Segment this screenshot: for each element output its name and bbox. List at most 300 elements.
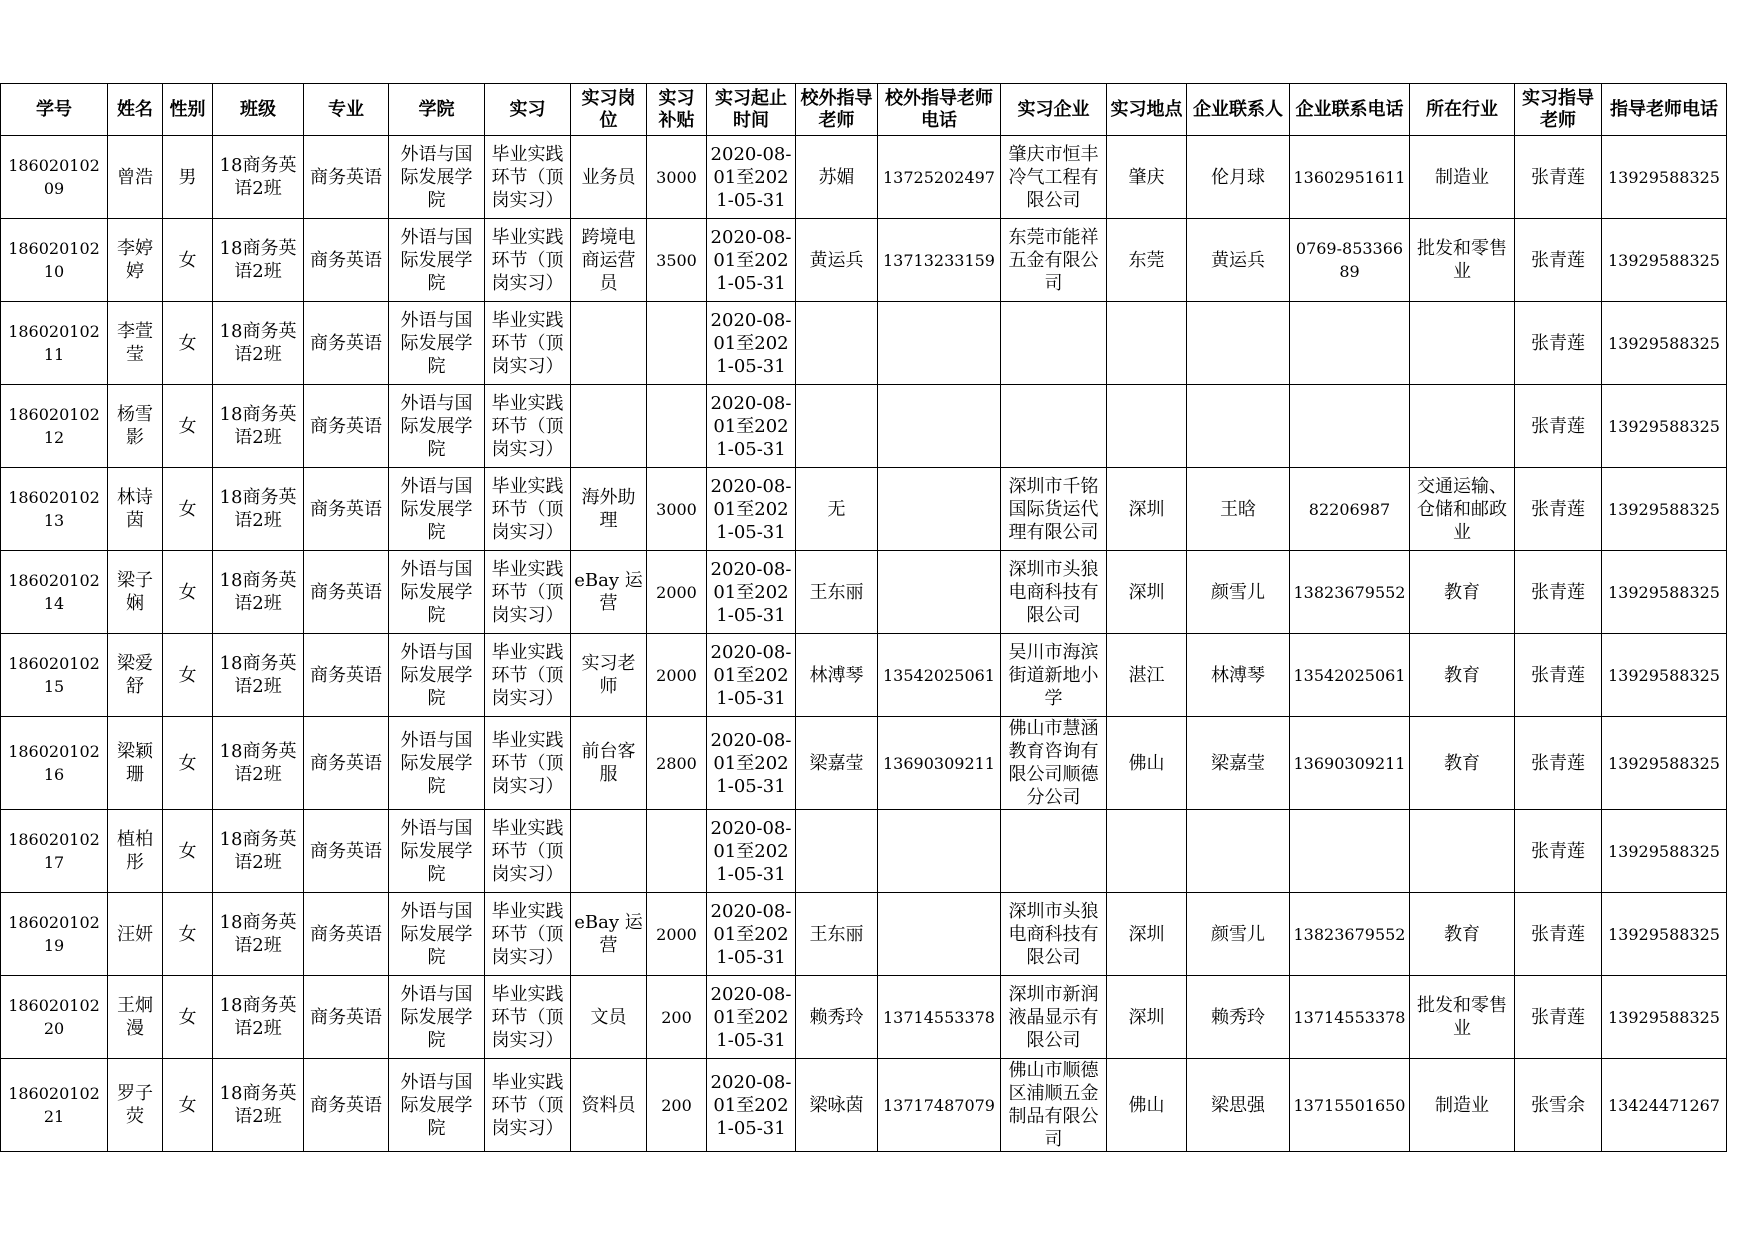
cell-text: 王东丽: [809, 923, 864, 945]
cell-text: 深圳市新润液晶显示有限公司: [1008, 983, 1099, 1051]
cell-text: 毕业实践环节（顶岗实习）: [491, 392, 564, 460]
cell-text: 张青莲: [1531, 415, 1585, 437]
header-internship: 实习: [485, 84, 571, 136]
cell-internship-company: [1001, 302, 1107, 385]
cell-text: 13714553378: [883, 1007, 995, 1027]
cell-text: 13717487079: [883, 1095, 995, 1115]
header-internship-allowance: 实习补贴: [647, 84, 707, 136]
cell-gender: [163, 717, 213, 810]
cell-student-id: [1, 302, 108, 385]
cell-text: 毕业实践环节（顶岗实习）: [491, 475, 564, 543]
cell-teacher-phone: [1602, 717, 1727, 810]
cell-company-contact: [1187, 219, 1290, 302]
cell-text: 肇庆: [1128, 166, 1165, 188]
cell-student-id: [1, 551, 108, 634]
cell-text: 13929588325: [1608, 333, 1720, 353]
cell-internship-location: [1107, 551, 1187, 634]
cell-text: 吴川市海滨街道新地小学: [1008, 641, 1099, 709]
cell-text: 佛山市顺德区浦顺五金制品有限公司: [1008, 1060, 1099, 1150]
cell-text: 外语与国际发展学院: [400, 983, 473, 1051]
cell-text: 2020-08-01至2021-05-31: [710, 729, 792, 797]
header-internship-period: 实习起止时间: [707, 84, 796, 136]
cell-text: 82206987: [1308, 499, 1391, 519]
cell-text: 外语与国际发展学院: [400, 817, 473, 885]
cell-class: [213, 1059, 304, 1152]
cell-internship-position: [571, 468, 647, 551]
cell-text: 200: [661, 1095, 692, 1115]
cell-text: 资料员: [581, 1094, 636, 1116]
cell-text: 商务英语: [310, 581, 382, 603]
cell-major: [304, 1059, 389, 1152]
cell-text: 女: [178, 1094, 197, 1116]
cell-industry: [1410, 551, 1515, 634]
cell-teacher-phone: [1602, 976, 1727, 1059]
cell-internship-period: [707, 893, 796, 976]
cell-company-contact: [1187, 1059, 1290, 1152]
cell-text: 18商务英语2班: [219, 321, 297, 365]
cell-internship-allowance: [647, 1059, 707, 1152]
cell-company-phone: [1290, 136, 1410, 219]
cell-external-mentor: [796, 302, 878, 385]
header-name: 姓名: [108, 84, 163, 136]
cell-internship-company: [1001, 1059, 1107, 1152]
cell-company-phone: [1290, 810, 1410, 893]
header-external-mentor-phone: 校外指导老师电话: [878, 84, 1001, 136]
cell-internship-allowance: [647, 468, 707, 551]
cell-text: 跨境电商运营员: [581, 226, 636, 294]
cell-text: 18602010220: [8, 996, 100, 1038]
cell-student-id: [1, 976, 108, 1059]
cell-text: 2020-08-01至2021-05-31: [710, 900, 792, 968]
cell-text: 13929588325: [1608, 499, 1720, 519]
cell-external-mentor-phone: [878, 551, 1001, 634]
cell-name: [108, 976, 163, 1059]
cell-internship-position: [571, 302, 647, 385]
cell-text: 18商务英语2班: [219, 404, 297, 448]
cell-internship-location: [1107, 385, 1187, 468]
cell-major: [304, 976, 389, 1059]
cell-college: [389, 468, 485, 551]
cell-student-id: [1, 810, 108, 893]
table-row: [1, 634, 1727, 717]
cell-text: 商务英语: [310, 752, 382, 774]
table-row: [1, 219, 1727, 302]
cell-text: 张青莲: [1531, 581, 1585, 603]
cell-internship-location: [1107, 634, 1187, 717]
cell-text: 13929588325: [1608, 841, 1720, 861]
cell-industry: [1410, 634, 1515, 717]
cell-internship-allowance: [647, 385, 707, 468]
cell-text: 林溥琴: [1211, 664, 1265, 686]
cell-text: 颜雪儿: [1211, 923, 1265, 945]
cell-text: 18商务英语2班: [219, 238, 297, 282]
cell-industry: [1410, 136, 1515, 219]
cell-internship-teacher: [1515, 302, 1602, 385]
cell-text: 外语与国际发展学院: [400, 392, 473, 460]
header-internship-location: 实习地点: [1107, 84, 1187, 136]
cell-teacher-phone: [1602, 893, 1727, 976]
cell-text: 18商务英语2班: [219, 155, 297, 199]
cell-major: [304, 385, 389, 468]
cell-text: 梁爱舒: [117, 653, 153, 697]
cell-internship-teacher: [1515, 551, 1602, 634]
cell-internship: [485, 219, 571, 302]
cell-internship-location: [1107, 302, 1187, 385]
cell-internship-period: [707, 302, 796, 385]
cell-text: 张青莲: [1531, 498, 1585, 520]
cell-college: [389, 219, 485, 302]
cell-text: 制造业: [1435, 1094, 1489, 1116]
cell-student-id: [1, 385, 108, 468]
cell-text: 商务英语: [310, 1094, 382, 1116]
table-row: [1, 717, 1727, 810]
cell-company-phone: [1290, 468, 1410, 551]
cell-text: 外语与国际发展学院: [400, 641, 473, 709]
cell-text: 女: [178, 498, 197, 520]
cell-internship-position: [571, 717, 647, 810]
cell-company-phone: [1290, 634, 1410, 717]
cell-text: 外语与国际发展学院: [400, 475, 473, 543]
table-row: [1, 976, 1727, 1059]
cell-text: 200: [661, 1007, 692, 1027]
table-row: [1, 385, 1727, 468]
cell-class: [213, 385, 304, 468]
cell-text: 13929588325: [1608, 416, 1720, 436]
cell-industry: [1410, 976, 1515, 1059]
cell-internship-company: [1001, 551, 1107, 634]
cell-text: 0769-85336689: [1295, 239, 1404, 281]
cell-text: 18商务英语2班: [219, 1083, 297, 1127]
cell-text: 毕业实践环节（顶岗实习）: [491, 983, 564, 1051]
cell-name: [108, 1059, 163, 1152]
cell-text: 13542025061: [1293, 665, 1406, 685]
cell-text: 13929588325: [1608, 924, 1720, 944]
cell-text: 13823679552: [1293, 582, 1406, 602]
cell-text: 教育: [1444, 923, 1480, 945]
cell-internship: [485, 551, 571, 634]
cell-class: [213, 551, 304, 634]
cell-internship-position: [571, 976, 647, 1059]
cell-text: 罗子荧: [117, 1083, 153, 1127]
table-body: [1, 136, 1727, 1152]
cell-text: 18商务英语2班: [219, 829, 297, 873]
cell-text: 文员: [590, 1006, 627, 1028]
cell-external-mentor: [796, 136, 878, 219]
cell-internship-allowance: [647, 717, 707, 810]
cell-external-mentor: [796, 976, 878, 1059]
cell-text: 女: [178, 923, 197, 945]
cell-external-mentor-phone: [878, 136, 1001, 219]
cell-text: 黄运兵: [1211, 249, 1265, 271]
cell-internship-allowance: [647, 551, 707, 634]
cell-industry: [1410, 810, 1515, 893]
cell-text: 林溥琴: [809, 664, 864, 686]
cell-internship-position: [571, 551, 647, 634]
cell-text: 女: [178, 664, 197, 686]
cell-text: 批发和零售业: [1417, 995, 1507, 1039]
cell-major: [304, 302, 389, 385]
cell-name: [108, 551, 163, 634]
cell-text: 佛山市慧涵教育咨询有限公司顺德分公司: [1008, 718, 1099, 808]
cell-gender: [163, 810, 213, 893]
cell-text: 张青莲: [1531, 840, 1585, 862]
cell-internship-period: [707, 634, 796, 717]
cell-text: 18602010213: [8, 488, 100, 530]
cell-text: 18602010214: [8, 571, 100, 613]
cell-text: 毕业实践环节（顶岗实习）: [491, 900, 564, 968]
cell-text: 3500: [656, 250, 697, 270]
cell-text: 教育: [1444, 664, 1480, 686]
cell-class: [213, 136, 304, 219]
cell-text: 男: [178, 166, 197, 188]
cell-name: [108, 385, 163, 468]
cell-text: 张青莲: [1531, 249, 1585, 271]
cell-major: [304, 219, 389, 302]
cell-internship: [485, 136, 571, 219]
cell-text: 伦月球: [1211, 166, 1265, 188]
cell-gender: [163, 385, 213, 468]
cell-internship-company: [1001, 976, 1107, 1059]
cell-text: 梁嘉莹: [1211, 752, 1265, 774]
cell-company-phone: [1290, 1059, 1410, 1152]
cell-external-mentor: [796, 385, 878, 468]
cell-text: 3000: [656, 167, 697, 187]
cell-text: 外语与国际发展学院: [400, 1071, 473, 1139]
cell-name: [108, 302, 163, 385]
cell-internship: [485, 717, 571, 810]
cell-text: 13714553378: [1293, 1007, 1406, 1027]
cell-text: 2020-08-01至2021-05-31: [710, 558, 792, 626]
header-internship-teacher: 实习指导老师: [1515, 84, 1602, 136]
cell-text: 13929588325: [1608, 1007, 1720, 1027]
cell-company-contact: [1187, 551, 1290, 634]
cell-text: 2020-08-01至2021-05-31: [710, 392, 792, 460]
cell-company-contact: [1187, 136, 1290, 219]
cell-text: 教育: [1444, 752, 1480, 774]
cell-name: [108, 219, 163, 302]
cell-text: 18602010221: [8, 1084, 100, 1126]
cell-text: 前台客服: [581, 741, 636, 785]
cell-class: [213, 717, 304, 810]
cell-text: eBay 运营: [574, 912, 643, 956]
cell-text: 商务英语: [310, 166, 382, 188]
cell-internship-company: [1001, 634, 1107, 717]
cell-text: 李萱莹: [117, 321, 153, 365]
cell-text: 毕业实践环节（顶岗实习）: [491, 309, 564, 377]
cell-college: [389, 634, 485, 717]
cell-external-mentor: [796, 634, 878, 717]
cell-class: [213, 893, 304, 976]
cell-text: 18商务英语2班: [219, 741, 297, 785]
cell-text: 2000: [656, 665, 697, 685]
cell-internship-period: [707, 468, 796, 551]
cell-college: [389, 810, 485, 893]
cell-external-mentor: [796, 893, 878, 976]
cell-text: 13823679552: [1293, 924, 1406, 944]
cell-text: 深圳: [1128, 498, 1165, 520]
cell-college: [389, 1059, 485, 1152]
cell-text: 张青莲: [1531, 664, 1585, 686]
cell-text: 18602010210: [8, 239, 100, 281]
cell-company-contact: [1187, 717, 1290, 810]
table-row: [1, 1059, 1727, 1152]
cell-name: [108, 634, 163, 717]
cell-text: 2020-08-01至2021-05-31: [710, 1071, 792, 1139]
cell-text: 深圳: [1128, 923, 1165, 945]
cell-internship-company: [1001, 468, 1107, 551]
cell-major: [304, 551, 389, 634]
cell-name: [108, 717, 163, 810]
header-external-mentor: 校外指导老师: [796, 84, 878, 136]
cell-college: [389, 551, 485, 634]
cell-text: 13725202497: [883, 167, 995, 187]
table-row: [1, 468, 1727, 551]
cell-major: [304, 468, 389, 551]
cell-internship: [485, 893, 571, 976]
cell-internship-location: [1107, 136, 1187, 219]
cell-internship-position: [571, 810, 647, 893]
cell-gender: [163, 468, 213, 551]
cell-student-id: [1, 468, 108, 551]
cell-text: 植柏彤: [117, 829, 153, 873]
cell-external-mentor-phone: [878, 1059, 1001, 1152]
cell-text: 18商务英语2班: [219, 653, 297, 697]
cell-text: 梁嘉莹: [809, 752, 864, 774]
cell-internship-teacher: [1515, 634, 1602, 717]
cell-internship-position: [571, 634, 647, 717]
cell-internship-location: [1107, 893, 1187, 976]
header-college: 学院: [389, 84, 485, 136]
cell-text: 佛山: [1128, 752, 1165, 774]
cell-teacher-phone: [1602, 385, 1727, 468]
cell-internship: [485, 976, 571, 1059]
cell-company-phone: [1290, 302, 1410, 385]
header-company-phone: 企业联系电话: [1290, 84, 1410, 136]
header-company-contact: 企业联系人: [1187, 84, 1290, 136]
header-row: [1, 84, 1727, 136]
cell-text: 2020-08-01至2021-05-31: [710, 641, 792, 709]
cell-text: 外语与国际发展学院: [400, 143, 473, 211]
cell-internship-teacher: [1515, 385, 1602, 468]
cell-company-phone: [1290, 385, 1410, 468]
cell-student-id: [1, 893, 108, 976]
cell-text: 女: [178, 840, 197, 862]
cell-text: 毕业实践环节（顶岗实习）: [491, 143, 564, 211]
cell-external-mentor: [796, 219, 878, 302]
cell-text: 18602010217: [8, 830, 100, 872]
cell-teacher-phone: [1602, 136, 1727, 219]
cell-teacher-phone: [1602, 1059, 1727, 1152]
header-major: 专业: [304, 84, 389, 136]
cell-text: 13690309211: [883, 753, 995, 773]
cell-internship-teacher: [1515, 893, 1602, 976]
cell-text: 张雪余: [1531, 1094, 1585, 1116]
cell-text: 女: [178, 1006, 197, 1028]
cell-internship-period: [707, 551, 796, 634]
cell-internship-position: [571, 385, 647, 468]
cell-internship-period: [707, 219, 796, 302]
cell-internship: [485, 302, 571, 385]
cell-internship-position: [571, 136, 647, 219]
cell-internship-allowance: [647, 136, 707, 219]
cell-external-mentor: [796, 1059, 878, 1152]
cell-company-contact: [1187, 810, 1290, 893]
header-class: 班级: [213, 84, 304, 136]
cell-text: 张青莲: [1531, 166, 1585, 188]
cell-company-contact: [1187, 634, 1290, 717]
cell-internship-location: [1107, 468, 1187, 551]
cell-text: 商务英语: [310, 840, 382, 862]
cell-college: [389, 302, 485, 385]
cell-text: 2800: [656, 753, 697, 773]
cell-student-id: [1, 219, 108, 302]
cell-text: 东莞: [1128, 249, 1165, 271]
cell-internship-period: [707, 976, 796, 1059]
cell-text: 商务英语: [310, 1006, 382, 1028]
cell-major: [304, 893, 389, 976]
cell-text: 梁咏茵: [809, 1094, 864, 1116]
cell-text: 苏媚: [818, 166, 855, 188]
cell-company-phone: [1290, 893, 1410, 976]
cell-text: 黄运兵: [809, 249, 864, 271]
cell-text: 18602010216: [8, 742, 100, 784]
cell-name: [108, 810, 163, 893]
cell-teacher-phone: [1602, 634, 1727, 717]
cell-text: eBay 运营: [574, 570, 643, 614]
cell-industry: [1410, 1059, 1515, 1152]
cell-text: 教育: [1444, 581, 1480, 603]
cell-text: 毕业实践环节（顶岗实习）: [491, 729, 564, 797]
cell-text: 曾浩: [117, 166, 153, 188]
cell-external-mentor: [796, 468, 878, 551]
cell-text: 13929588325: [1608, 753, 1720, 773]
cell-text: 交通运输、仓储和邮政业: [1417, 475, 1507, 543]
table-row: [1, 810, 1727, 893]
cell-name: [108, 468, 163, 551]
cell-external-mentor: [796, 717, 878, 810]
cell-internship-location: [1107, 976, 1187, 1059]
cell-text: 林诗茵: [117, 487, 153, 531]
cell-text: 商务英语: [310, 332, 382, 354]
cell-text: 13929588325: [1608, 582, 1720, 602]
cell-internship: [485, 468, 571, 551]
cell-text: 毕业实践环节（顶岗实习）: [491, 558, 564, 626]
cell-college: [389, 893, 485, 976]
cell-gender: [163, 219, 213, 302]
cell-text: 张青莲: [1531, 923, 1585, 945]
header-student-id: 学号: [1, 84, 108, 136]
cell-text: 18602010209: [8, 156, 100, 198]
cell-class: [213, 468, 304, 551]
cell-company-contact: [1187, 302, 1290, 385]
cell-text: 13713233159: [883, 250, 995, 270]
cell-text: 商务英语: [310, 415, 382, 437]
cell-class: [213, 634, 304, 717]
cell-text: 2000: [656, 582, 697, 602]
cell-text: 18商务英语2班: [219, 570, 297, 614]
cell-external-mentor-phone: [878, 893, 1001, 976]
cell-text: 李婷婷: [117, 238, 153, 282]
cell-text: 2020-08-01至2021-05-31: [710, 475, 792, 543]
table-row: [1, 893, 1727, 976]
cell-text: 13715501650: [1293, 1095, 1406, 1115]
cell-text: 商务英语: [310, 664, 382, 686]
cell-internship: [485, 810, 571, 893]
cell-internship-location: [1107, 717, 1187, 810]
cell-text: 梁子娴: [117, 570, 153, 614]
cell-text: 13690309211: [1293, 753, 1406, 773]
cell-major: [304, 717, 389, 810]
